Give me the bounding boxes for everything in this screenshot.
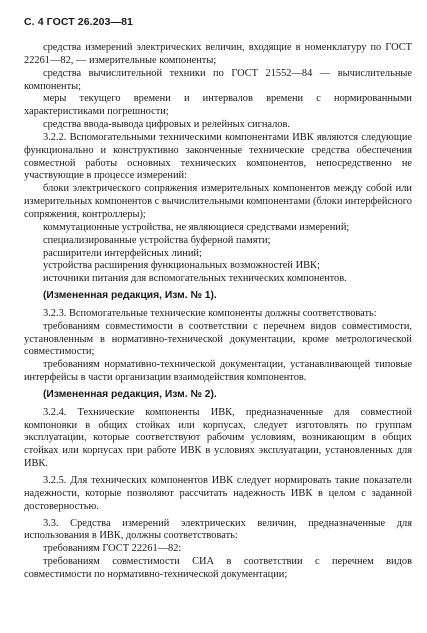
paragraph: 3.2.4. Технические компоненты ИВК, предназначенные для совместной компоновки в общих стойках или корпусах, следует изготовлять по группам эксплуатации, которые соответствуют рабочим условиям, возникающим в общих стойках или корпусах при работе ИВК в условиях эксплуатации, установленных для ИВК.	[24, 406, 412, 470]
document-body	[24, 42, 412, 582]
paragraph: средства ввода-вывода цифровых и релейных сигналов.	[43, 119, 290, 131]
paragraph: 3.2.3. Вспомогательные технические компоненты должны соответствовать:	[43, 307, 377, 319]
amendment-note: (Измененная редакция, Изм. № 2).	[43, 388, 217, 400]
paragraph: блоки электрического сопряжения измерительных компонентов между собой или измерительных компонентов с вычислительными компонентами (блоки интерфейсного сопряжения, контроллеры);	[24, 183, 412, 220]
paragraph: 3.2.2. Вспомогательными техническими компонентами ИВК являются следующие функционально и конструктивно законченные технические средства обеспечения совместной работы основных технических компонентов, непосредственно не участвующие в процессе измерений:	[24, 131, 412, 182]
paragraph: расширители интерфейсных линий;	[43, 247, 202, 259]
paragraph: 3.3. Средства измерений электрических величин, предназначенные для использования в ИВК, должны соответствовать:	[24, 517, 412, 542]
amendment-note: (Измененная редакция, Изм. № 1).	[43, 290, 217, 302]
paragraph: средства измерений электрических величин, входящие в номенклатуру по ГОСТ 22261—82, — измерительные компоненты;	[24, 42, 412, 66]
paragraph: требованиям совместимости СИА в соответствии с перечнем видов совместимости по нормативно-технической документации;	[24, 556, 412, 580]
page-header: С. 4 ГОСТ 26.203—81	[24, 16, 134, 28]
paragraph: источники питания для вспомогательных технических компонентов.	[43, 273, 347, 285]
paragraph: требованиям нормативно-технической документации, устанавливающей типовые интерфейсы в части организации взаимодействия компонентов.	[24, 359, 412, 384]
paragraph: средства вычислительной техники по ГОСТ 21552—84 — вычислительные компоненты;	[24, 67, 412, 92]
paragraph: требованиям совместимости в соответствии с перечнем видов совместимости, установленным в нормативно-технической документации, кроме метрологической совместимости;	[24, 320, 412, 358]
paragraph: 3.2.5. Для технических компонентов ИВК следует нормировать такие показатели надежности, которые позволяют рассчитать надежность ИВК в целом с заданной достоверностью.	[24, 475, 412, 512]
paragraph: специализированные устройства буферной памяти;	[43, 234, 271, 246]
document-page	[24, 16, 412, 582]
paragraph: меры текущего времени и интервалов времени с нормированными характеристиками погрешности;	[24, 93, 412, 118]
paragraph: требованиям ГОСТ 22261—82:	[43, 543, 182, 555]
paragraph: коммутационные устройства, не являющиеся средствами измерений;	[43, 221, 350, 233]
paragraph: устройства расширения функциональных возможностей ИВК;	[43, 260, 320, 272]
